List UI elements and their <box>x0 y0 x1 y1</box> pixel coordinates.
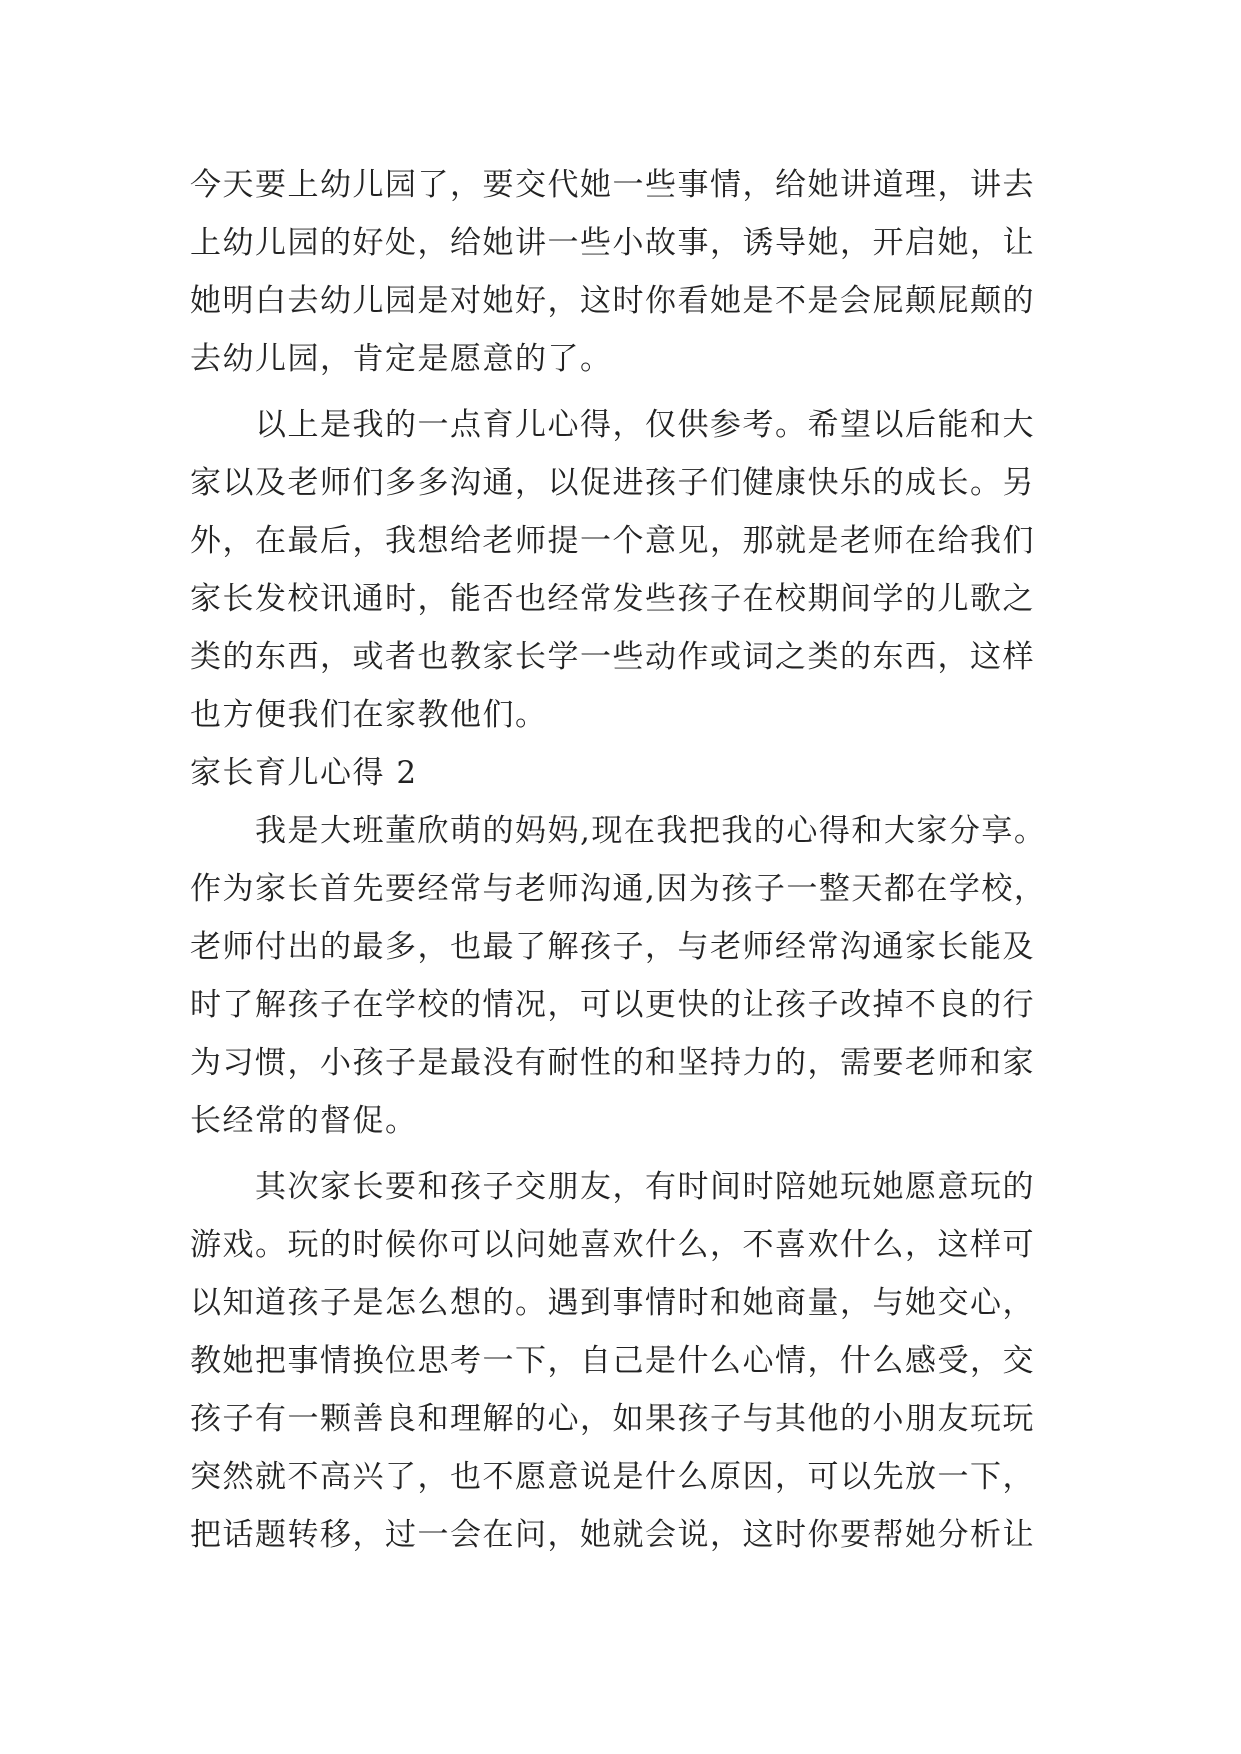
text-line: 也方便我们在家教他们。 <box>190 697 548 733</box>
text-line: 游戏。玩的时候你可以问她喜欢什么，不喜欢什么，这样可 <box>190 1227 1035 1263</box>
text-line: 突然就不高兴了，也不愿意说是什么原因，可以先放一下， <box>190 1459 1035 1495</box>
text-line: 外，在最后，我想给老师提一个意见，那就是老师在给我们 <box>190 523 1035 559</box>
text-line: 老师付出的最多，也最了解孩子，与老师经常沟通家长能及 <box>190 929 1035 965</box>
paragraph-2 <box>190 396 1060 744</box>
text-line: 长经常的督促。 <box>190 1103 418 1139</box>
text-line: 今天要上幼儿园了，要交代她一些事情，给她讲道理，讲去 <box>190 167 1035 203</box>
paragraph-1 <box>190 156 1060 388</box>
text-line: 去幼儿园，肯定是愿意的了。 <box>190 341 613 377</box>
text-line: 以上是我的一点育儿心得，仅供参考。希望以后能和大 <box>190 407 1035 443</box>
text-line: 其次家长要和孩子交朋友，有时间时陪她玩她愿意玩的 <box>190 1169 1035 1205</box>
text-line: 她明白去幼儿园是对她好，这时你看她是不是会屁颠屁颠的 <box>190 283 1035 319</box>
text-line: 上幼儿园的好处，给她讲一些小故事，诱导她，开启她，让 <box>190 225 1035 261</box>
document-body <box>190 156 1060 1564</box>
section-heading <box>190 744 1060 802</box>
text-line: 我是大班董欣萌的妈妈,现在我把我的心得和大家分享。 <box>190 813 1047 849</box>
text-line: 把话题转移，过一会在问，她就会说，这时你要帮她分析让 <box>190 1517 1035 1553</box>
text-line: 家长发校讯通时，能否也经常发些孩子在校期间学的儿歌之 <box>190 581 1035 617</box>
paragraph-3 <box>190 802 1060 1150</box>
text-line: 教她把事情换位思考一下，自己是什么心情，什么感受，交 <box>190 1343 1035 1379</box>
section-heading-text: 家长育儿心得 2 <box>190 755 418 791</box>
text-line: 时了解孩子在学校的情况，可以更快的让孩子改掉不良的行 <box>190 987 1035 1023</box>
text-line: 作为家长首先要经常与老师沟通,因为孩子一整天都在学校， <box>190 871 1047 907</box>
text-line: 类的东西，或者也教家长学一些动作或词之类的东西，这样 <box>190 639 1035 675</box>
text-line: 以知道孩子是怎么想的。遇到事情时和她商量，与她交心， <box>190 1285 1035 1321</box>
text-line: 为习惯，小孩子是最没有耐性的和坚持力的，需要老师和家 <box>190 1045 1035 1081</box>
text-line: 家以及老师们多多沟通，以促进孩子们健康快乐的成长。另 <box>190 465 1035 501</box>
paragraph-4 <box>190 1158 1060 1564</box>
text-line: 孩子有一颗善良和理解的心，如果孩子与其他的小朋友玩玩 <box>190 1401 1035 1437</box>
